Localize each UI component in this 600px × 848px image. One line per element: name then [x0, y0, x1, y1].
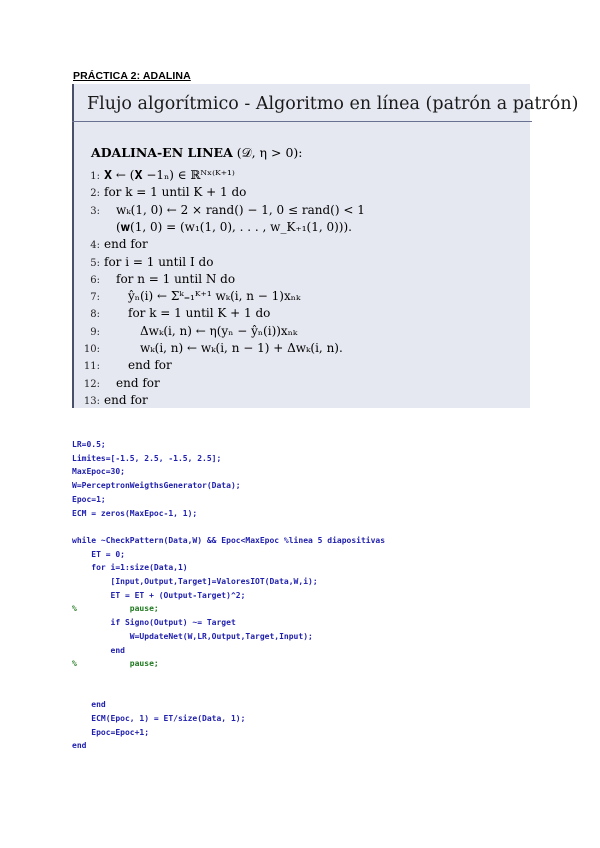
code-line: end: [72, 741, 87, 751]
code-line: W=PerceptronWeigthsGenerator(Data);: [72, 481, 241, 491]
code-line: [Input,Output,Target]=ValoresIOT(Data,W,i);: [72, 577, 318, 586]
line-number: 4:: [90, 240, 100, 252]
line-text: end for: [128, 358, 172, 373]
code-line: Limites=[-1.5, 2.5, -1.5, 2.5];: [72, 453, 222, 463]
algorithm-slide: [72, 84, 579, 408]
line-number: 9:: [90, 326, 100, 338]
line-text: for k = 1 until K + 1 do: [128, 306, 271, 321]
code-line: LR=0.5;: [72, 440, 106, 449]
algorithm-line: [78, 272, 235, 286]
algorithm-line: [78, 306, 270, 320]
code-line: if Signo(Output) ~= Target: [72, 618, 236, 628]
algorithm-line: [78, 289, 300, 303]
algorithm-line: [78, 358, 172, 372]
line-text: for i = 1 until I do: [104, 254, 214, 269]
code-line: Epoc=Epoc+1;: [72, 727, 150, 737]
algorithm-name: ADALINA-EN LINEA: [91, 145, 233, 160]
line-text: wₖ(1, 0) ← 2 × rand() − 1, 0 ≤ rand() < 1: [116, 202, 365, 217]
line-text: end for: [104, 392, 148, 407]
algorithm-line: [78, 220, 352, 235]
line-number: 5:: [90, 257, 100, 269]
line-number: 10:: [83, 344, 100, 355]
code-line: W=UpdateNet(W,LR,Output,Target,Input);: [72, 631, 313, 641]
code-line: while ~CheckPattern(Data,W) && Epoc<MaxEpoc %linea 5 diapositivas: [72, 535, 386, 545]
line-text: for k = 1 until K + 1 do: [104, 185, 247, 200]
algorithm-line: [78, 324, 297, 338]
line-number: 6:: [90, 274, 100, 286]
code-comment-line: % pause;: [72, 659, 159, 669]
code-line: ET = 0;: [72, 549, 125, 559]
line-number: 7:: [90, 292, 100, 304]
code-line: for i=1:size(Data,1): [72, 563, 188, 573]
line-text: for n = 1 until N do: [116, 271, 236, 286]
algorithm-line: [78, 237, 148, 251]
code-line: ECM = zeros(MaxEpoc-1, 1);: [72, 508, 198, 518]
slide-title: Flujo algorítmico - Algoritmo en línea (patrón a patrón): [87, 94, 579, 114]
algorithm-line: [78, 168, 235, 183]
algorithm-args: (𝒟, η > 0):: [232, 145, 303, 160]
line-text: end for: [104, 237, 148, 252]
line-text: (𝐰(1, 0) = (w₁(1, 0), . . . , w_K₊₁(1, 0))).: [116, 219, 352, 234]
line-number: 2:: [90, 188, 100, 200]
algorithm-line: [78, 255, 213, 269]
algorithm-line: [78, 376, 160, 390]
line-text: ŷₙ(i) ← Σᵏ₌₁ᴷ⁺¹ wₖ(i, n − 1)xₙₖ: [128, 289, 301, 304]
line-number: 1:: [90, 171, 100, 182]
line-number: 12:: [83, 378, 100, 390]
algorithm-line: [78, 203, 365, 217]
line-number: 13:: [83, 395, 100, 407]
algorithm-line: [78, 393, 148, 407]
line-text: end for: [116, 375, 160, 390]
line-number: 8:: [90, 309, 100, 321]
algorithm-line: [78, 185, 246, 199]
code-line: ECM(Epoc, 1) = ET/size(Data, 1);: [72, 714, 246, 723]
algorithm-header: [91, 145, 303, 161]
line-number: 3:: [90, 205, 100, 217]
line-text: Δwₖ(i, n) ← η(yₙ − ŷₙ(i))xₙₖ: [140, 323, 298, 338]
algorithm-line: [78, 341, 343, 355]
code-line: ET = ET + (Output-Target)^2;: [72, 590, 246, 600]
page-heading: PRÁCTICA 2: ADALINA: [73, 70, 191, 82]
line-number: 11:: [83, 361, 100, 373]
code-line: Epoc=1;: [72, 494, 106, 504]
code-comment-line: % pause;: [72, 604, 159, 614]
line-text: wₖ(i, n) ← wₖ(i, n − 1) + Δwₖ(i, n).: [140, 341, 343, 355]
code-line: MaxEpoc=30;: [72, 467, 125, 477]
code-line: end: [72, 645, 125, 655]
line-text: 𝐗 ← (𝐗 −1ₙ) ∈ ℝᴺˣ⁽ᴷ⁺¹⁾: [104, 168, 235, 182]
slide-divider: [72, 121, 532, 122]
code-line: end: [72, 700, 106, 710]
